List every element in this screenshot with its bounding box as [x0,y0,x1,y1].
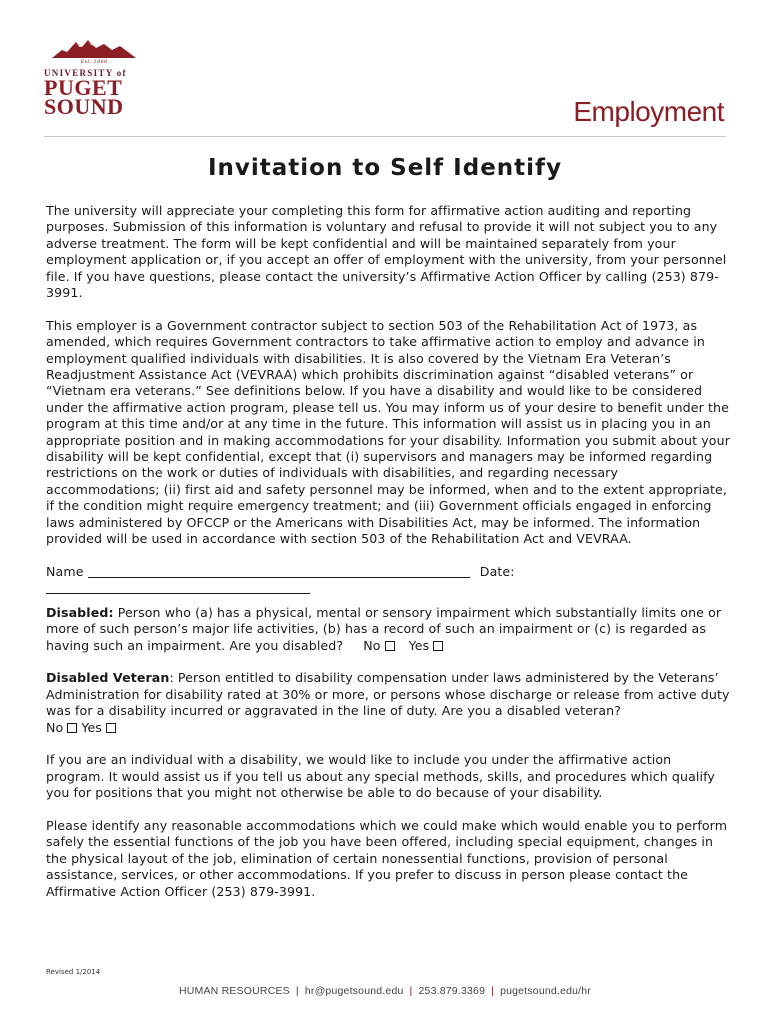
document-body [46,203,732,900]
mountain-logo-icon [52,38,136,58]
accommodations-paragraph: Please identify any reasonable accommodations which we could make which would enable you to perform safely the essential functions of the job you have been offered, including special equipment, changes in the physical layout of the job, elimination of certain nonessential functions, provision of personal assistance, services, or other accommodations. If you prefer to discuss in person please contact the Affirmative Action Officer (253) 879-3991. [46,817,728,899]
disabled-question [46,605,732,654]
department-title: Employment [573,96,724,127]
logo-sound: SOUND [44,94,124,119]
veteran-term: Disabled Veteran [46,670,170,686]
individual-paragraph: If you are an individual with a disability, we would like to include you under the affirmative action program. It would assist us if you tell us about any special methods, skills, and procedures which qualify you for positions that you might not otherwise be able to do because of your disability. [46,752,715,801]
university-logo [44,38,144,119]
logo-est: Est. 1888 [80,59,108,65]
name-date-row [46,564,732,597]
footer-url[interactable]: pugetsound.edu/hr [500,985,592,997]
logo-university-of: UNIVERSITY of [44,68,127,78]
veteran-definition: : Person entitled to disability compensation under laws administered by the Veterans’ Administration for disability rated at 30% or more, or persons whose discharge or release from active duty was for a disability incurred or aggravated in the line of duty. Are you a disabled veteran? [46,670,730,719]
footer-separator: | [295,985,299,997]
disabled-yes-label: Yes [408,637,430,653]
footer-dept: HUMAN RESOURCES [178,985,290,997]
header-divider [44,136,726,137]
footer-phone: 253.879.3369 [418,985,486,997]
logo-puget: PUGET [44,75,123,100]
footer-separator: | [409,985,413,997]
revised-date: Revised 1/2014 [46,968,101,976]
disabled-yes-checkbox[interactable] [433,641,443,651]
name-label: Name [46,563,84,579]
veteran-question [46,670,732,736]
footer-email[interactable]: hr@pugetsound.edu [304,985,404,997]
footer [0,985,770,997]
date-label: Date: [479,563,515,579]
name-field[interactable] [88,566,470,578]
disabled-term: Disabled: [46,604,114,620]
page-title: Invitation to Self Identify [207,155,563,181]
intro-paragraph: The university will appreciate your completing this form for affirmative action auditing and reporting purposes. Submission of this information is voluntary and refusal to provide it will not subject you to any adverse treatment. The form will be kept confidential and will be maintained separately from your employment application or, if you accept an offer of employment with the university, from your personnel file. If you have questions, please contact the university’s Affirmative Action Officer by calling (253) 879-3991. [46,203,727,301]
veteran-yes-label: Yes [81,719,102,735]
disabled-no-checkbox[interactable] [385,641,395,651]
veteran-yes-checkbox[interactable] [106,723,116,733]
date-field[interactable] [46,582,310,594]
veteran-no-checkbox[interactable] [67,723,77,733]
disabled-no-label: No [363,637,381,653]
veteran-no-label: No [46,719,64,735]
disabled-definition: Person who (a) has a physical, mental or sensory impairment which substantially limits one or more of such person’s major life activities, (b) has a record of such an impairment or (c) is regarded as having such an impairment. Are you disabled? [46,604,722,653]
footer-separator: | [491,985,495,997]
employer-paragraph: This employer is a Government contractor subject to section 503 of the Rehabilitation Act of 1973, as amended, which requires Government contractors to take affirmative action to employ and advance in employment qualified individuals with disabilities. It is also covered by the Vietnam Era Veteran’s Readjustment Assistance Act (VEVRAA) which prohibits discrimination against “disabled veterans” or “Vietnam era veterans.” See definitions below. If you have a disability and would like to be considered under the affirmative action program, please tell us. You may inform us of your desire to benefit under the program at this time and/or at any time in the future. This information will assist us in placing you in an appropriate position and in making accommodations for your disability. Information you submit about your disability will be kept confidential, except that (i) supervisors and managers may be informed regarding restrictions on the work or duties of individuals with disabilities, and regarding necessary accommodations; (ii) first aid and safety personnel may be informed, when and to the extent appropriate, if the condition might require emergency treatment; and (iii) Government officials engaged in enforcing laws administered by OFCCP or the Americans with Disabilities Act, may be informed. The information provided will be used in accordance with section 503 of the Rehabilitation Act and VEVRAA. [46,317,730,547]
